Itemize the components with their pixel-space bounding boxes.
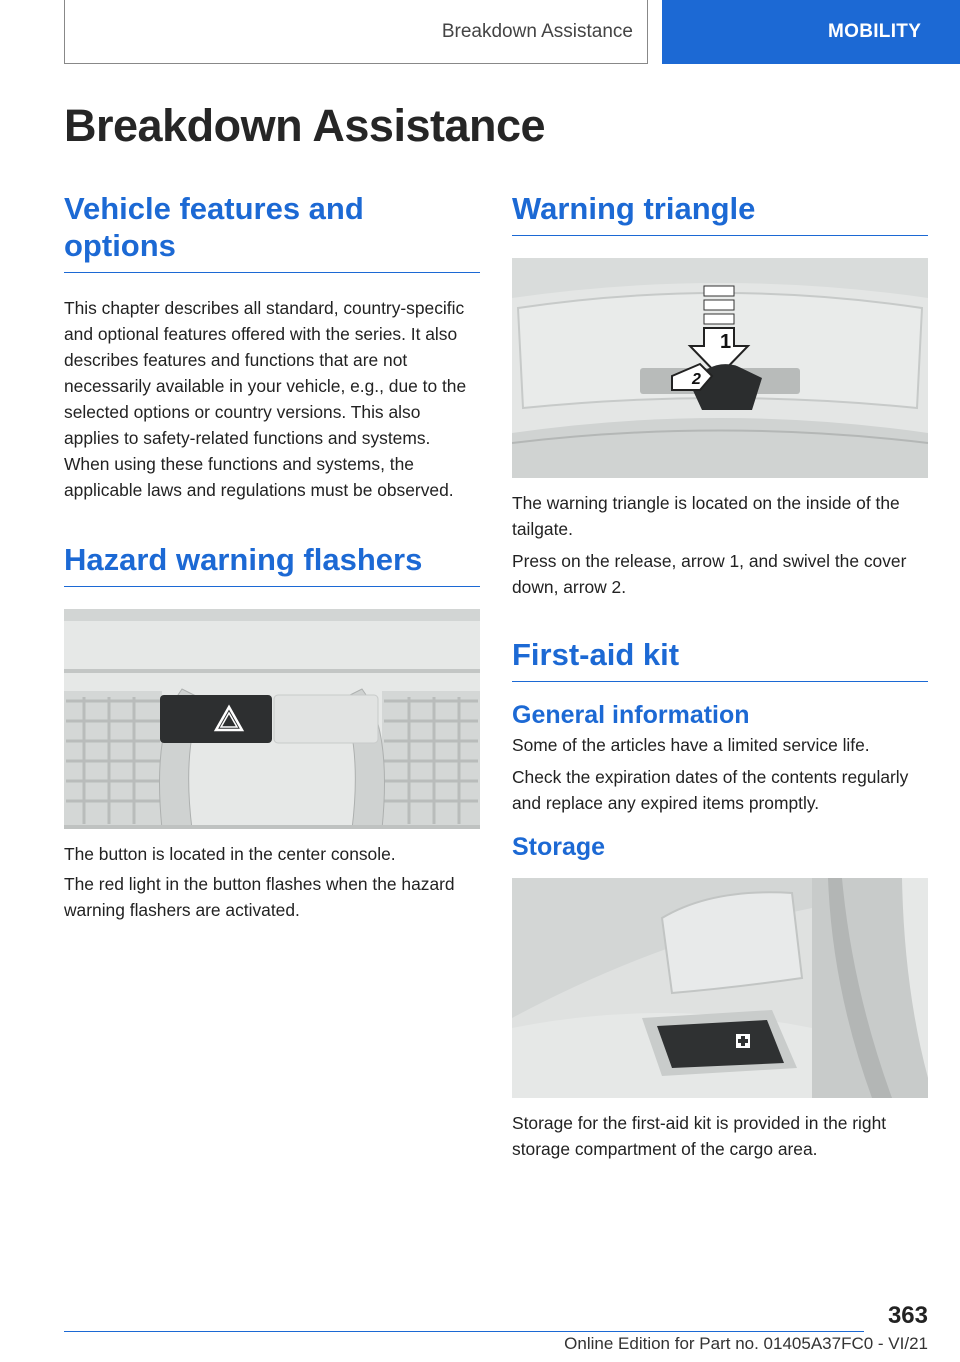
warning-triangle-heading: Warning triangle [512,190,928,236]
page-title: Breakdown Assistance [64,100,546,151]
general-info-expiration: Check the expiration dates of the contents regularly and replace any expired items promptly. [512,767,909,813]
header-chapter-tab [662,0,960,64]
arrow-2-label: 2 [692,371,701,388]
warning-triangle-instruction: Press on the release, arrow 1, and swivel the cover down, arrow 2. [512,551,907,597]
left-column [64,190,480,923]
vehicle-features-heading: Vehicle features and options [64,190,480,273]
general-info-service-life: Some of the articles have a limited service life. [512,735,870,755]
warning-triangle-location: The warning triangle is located on the inside of the tailgate. [512,493,900,539]
page-number: 363 [887,1302,928,1329]
footer-divider [64,1331,864,1332]
warning-triangle-illustration [512,258,928,478]
arrow-1-label: 1 [720,331,732,353]
hazard-text-location: The button is located in the center console. [64,844,396,864]
first-aid-storage-illustration [512,878,928,1098]
header-section-title: Breakdown Assistance [441,20,633,42]
right-column [512,190,928,1162]
storage-heading: Storage [512,833,606,861]
storage-text: Storage for the first-aid kit is provided in the right storage compartment of the cargo area. [512,1113,887,1159]
header-section-box [64,0,648,64]
hazard-button-illustration [64,609,480,829]
vehicle-features-text: This chapter describes all standard, country-specific and optional features offered with the series. It also describes features and functions that are not necessarily available in your vehicle, e.g., due to the selected options or country versions. This also applies to safety-related functions and systems. When using these functions and systems, the applicable laws and regulations must be observed. [64,298,467,500]
first-aid-heading: First-aid kit [512,636,928,682]
header-chapter-label: MOBILITY [828,21,922,42]
general-information-heading: General information [512,701,750,729]
hazard-heading: Hazard warning flashers [64,541,480,587]
hazard-text-light: The red light in the button flashes when the hazard warning flashers are activated. [64,874,455,920]
footer-edition: Online Edition for Part no. 01405A37FC0 - VI/21 [564,1334,928,1353]
